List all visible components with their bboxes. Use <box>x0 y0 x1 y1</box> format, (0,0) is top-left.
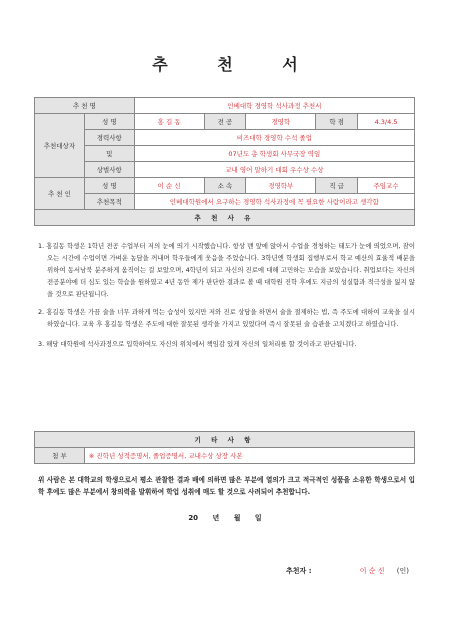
signer-name: 이 순 신 <box>359 567 385 575</box>
target-label: 추천대상자 <box>35 114 85 178</box>
document-title: 추 천 서 <box>152 55 320 74</box>
date-year: 20 <box>188 514 199 522</box>
history-item-2: 07년도 총 학생회 사무국장 역임 <box>134 146 414 162</box>
signer-line <box>286 566 409 576</box>
history-item-3: 교내 영어 말하기 대회 우수상 수상 <box>134 162 414 178</box>
purpose-value: 인베대학원에서 요구하는 경영학 석사과정에 꼭 필요한 사람이라고 생각함 <box>134 194 414 210</box>
attach-value: ※ 진학년 성적증명서, 졸업증명서, 교내수상 상장 사본 <box>84 448 414 464</box>
reason-header: 추 천 사 유 <box>35 210 415 226</box>
position-label: 직 급 <box>316 178 358 194</box>
recommender-name-value: 이 순 신 <box>134 178 204 194</box>
position-value: 주임교수 <box>358 178 415 194</box>
attach-label: 첨 부 <box>35 448 85 464</box>
history-label-1: 경력사항 <box>84 130 134 146</box>
reason-paragraph-2: 2. 홍길동 학생은 가끔 술을 너무 과하게 먹는 습성이 있지만 저와 진로 상담을 하면서 술을 절제하는 법, 즉 주도에 대하여 교육을 실시하였습니다. 교육 후 홍길동 학생은 주도에 대한 잘못된 생각을 가지고 있었다며 즉시 잘못된 술 습관을 고치겠다고 하였습니다. <box>38 308 415 328</box>
gpa-value: 4.3/4.5 <box>358 114 415 130</box>
recommendation-form-table <box>34 97 415 226</box>
name-value: 홍 길 동 <box>134 114 204 130</box>
etc-table <box>34 431 415 464</box>
signer-seal: (인) <box>396 567 409 575</box>
affiliation-value: 경영학부 <box>246 178 316 194</box>
date-month-label: 월 <box>233 514 241 522</box>
major-label: 전 공 <box>204 114 246 130</box>
date-line <box>0 513 450 523</box>
reason-body <box>38 240 415 356</box>
affiliation-label: 소 속 <box>204 178 246 194</box>
name-label: 성 명 <box>84 114 134 130</box>
recommender-label: 추 천 인 <box>35 178 85 210</box>
etc-header: 기 타 사 항 <box>35 432 415 448</box>
date-year-label: 년 <box>212 514 220 522</box>
major-value: 경영학 <box>246 114 316 130</box>
gpa-label: 학 점 <box>316 114 358 130</box>
history-label-3: 상벌사항 <box>84 162 134 178</box>
closing-statement: 위 사람은 본 대학교의 학생으로서 평소 관찰한 결과 배에 의하면 많은 부분에 열의가 크고 적극적인 성품을 소유한 학생으로서 입학 후에도 많은 부분에서 창의력을 발휘하여 학업 성취에 매도 할 것으로 사려되어 추천합니다. <box>38 476 415 496</box>
purpose-label: 추천목적 <box>84 194 134 210</box>
recommended-person-value: 인베대학 경영학 석사과정 추천서 <box>134 98 414 114</box>
recommender-name-label: 성 명 <box>84 178 134 194</box>
reason-paragraph-3: 3. 해당 대학원에 석사과정으로 입학하여도 자신의 위치에서 책임감 있게 자신의 일처리를 할 것이라고 판단됩니다. <box>38 340 357 348</box>
signer-label: 추천자 : <box>286 567 312 575</box>
recommended-person-label: 추 천 명 <box>35 98 135 114</box>
date-day-label: 일 <box>254 514 262 522</box>
reason-paragraph-1: 1. 홍길동 학생은 1학년 전공 수업부터 저의 눈에 띄기 시작했습니다. 항상 맨 앞에 앉아서 수업을 경청하는 태도가 눈에 띄었으며, 잠이 오는 시간에 수업이면 가벼운 농담을 꺼내며 학우들에게 웃음을 주었습니다. 3학년엔 학생회 집행부로서 학교 예산의 효율적 배분을 위하여 동서남북 분주하게 움직이는 걸 보았으며, 4학년이 되고 자신의 진로에 대해 고민하는 모습을 보았습니다. 취업보다는 자신의 전공분야에 더 심도 있는 학습을 원하였고 4년 동안 제가 판단한 결과로 볼 때 대학원 진학 후에도 지금의 성실함과 적극성을 잃지 않을 것으로 판단됩니다. <box>38 242 415 298</box>
history-item-1: 비즈대학 경영학 수석 졸업 <box>134 130 414 146</box>
history-label-2: 및 <box>84 146 134 162</box>
